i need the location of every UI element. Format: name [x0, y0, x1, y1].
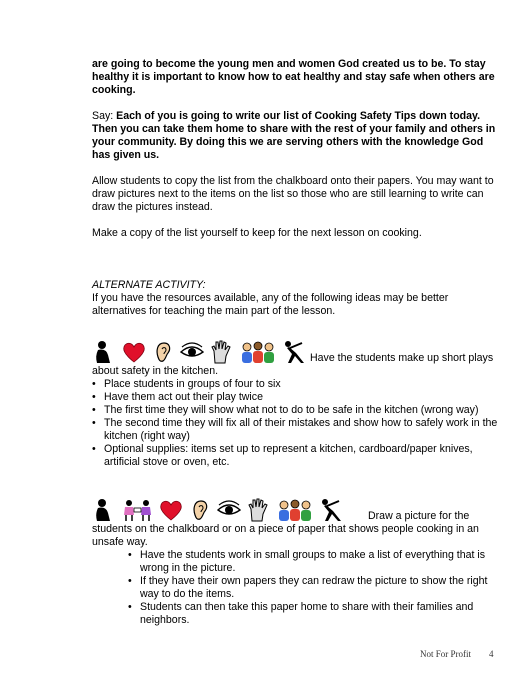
activity1-lead-text: Have the students make up short plays about safety in the kitchen.	[92, 352, 494, 377]
activity2-list	[92, 549, 498, 627]
alternate-text: If you have the resources available, any of the following ideas may be better alternatives for teaching the main part of the lesson.	[92, 292, 449, 317]
list-item: • Optional supplies: items set up to represent a kitchen, cardboard/paper knives, artificial stove or oven, etc.	[92, 443, 498, 469]
page-footer	[420, 648, 494, 661]
children-group-icon	[237, 339, 279, 365]
list-item: • Place students in groups of four to six	[92, 378, 498, 391]
list-item: • Have the students work in small groups to make a list of everything that is wrong in the picture.	[128, 549, 498, 575]
list-item: • The second time they will fix all of their mistakes and show how to safely work in the kitchen (right way)	[92, 417, 498, 443]
activity1-list	[92, 378, 498, 469]
list-item: • Students can then take this paper home to share with their families and neighbors.	[128, 601, 498, 627]
stretching-person-icon	[319, 497, 345, 523]
list-item: • If they have their own papers they can redraw the picture to show the right way to do the items.	[128, 575, 498, 601]
footer-text: Not For Profit	[420, 649, 472, 659]
heart-icon	[121, 339, 147, 365]
page-number: 4	[489, 649, 494, 659]
hand-icon	[208, 339, 234, 365]
say-label: Say:	[92, 110, 117, 122]
instructions-paragraph: Allow students to copy the list from the chalkboard onto their papers. You may want to draw pictures next to the items on the list so those who are still learning to write can draw the pictures instead.	[92, 175, 494, 213]
eye-icon	[179, 339, 205, 365]
list-item: • Have them act out their play twice	[92, 391, 498, 404]
alternate-heading: ALTERNATE ACTIVITY:	[92, 279, 206, 291]
stretching-person-icon	[282, 339, 308, 365]
say-text: Each of you is going to write our list of Cooking Safety Tips down today. Then you can take them home to share with the rest of your family and others in your community. By doing this we are serving others with the knowledge God has given us.	[92, 110, 496, 161]
intro-paragraph: are going to become the young men and women God created us to be. To stay healthy it is important to know how to eat healthy and stay safe when others are cooking.	[92, 58, 495, 96]
praying-person-icon	[92, 339, 118, 365]
children-group-icon	[274, 497, 316, 523]
ear-icon	[187, 497, 213, 523]
activity2-lead-text: Draw a picture for the students on the chalkboard or on a piece of paper that shows people cooking in an unsafe way.	[92, 510, 479, 548]
eye-icon	[216, 497, 242, 523]
hand-icon	[245, 497, 271, 523]
list-item: • The first time they will show what not to do to be safe in the kitchen (wrong way)	[92, 404, 498, 417]
heart-icon	[158, 497, 184, 523]
serving-people-icon	[121, 497, 155, 523]
document-page	[92, 58, 498, 627]
praying-person-icon	[92, 497, 118, 523]
say-paragraph	[92, 110, 498, 162]
ear-icon	[150, 339, 176, 365]
copy-list-paragraph: Make a copy of the list yourself to keep for the next lesson on cooking.	[92, 227, 422, 239]
